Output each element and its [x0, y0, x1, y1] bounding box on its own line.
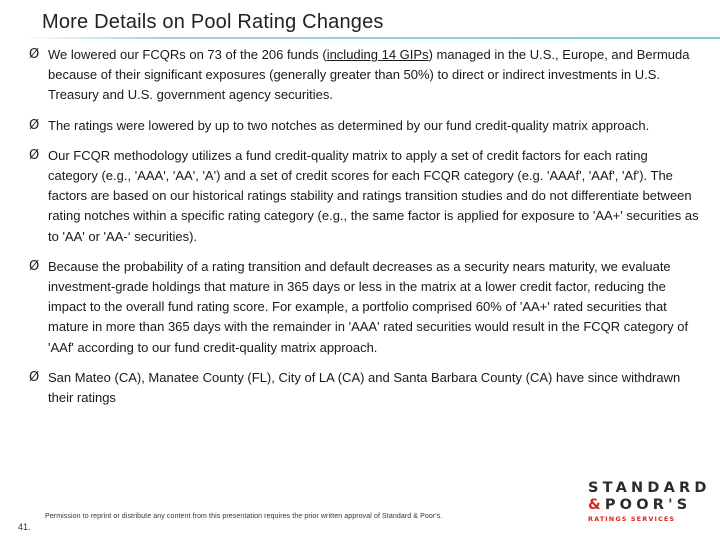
- page-number: 41.: [18, 522, 31, 532]
- bullet-text: Because the probability of a rating transition and default decreases as a security nears maturity, we evaluate investment-grade holdings that mature in 365 days or less in the matrix at a lower credit factor, reducing the impact to the overall fund rating score. For example, a portfolio comprised 60% of 'AA+' rated securities that mature in more than 365 days with the remainder in 'AAA' rated securities would result in the FCQR category of 'AAf' according to our fund credit-quality matrix approach.: [48, 258, 689, 355]
- bullet-item: [29, 45, 701, 106]
- copyright-note: Permission to reprint or distribute any content from this presentation requires the prior written approval of Standard & Poor's.: [45, 513, 443, 520]
- bullet-text: Our FCQR methodology utilizes a fund credit-quality matrix to apply a set of credit factors for each rating category (e.g., 'AAA', 'AA', 'A') and a set of credit scores for each FCQR category (e.g. 'AAAf', 'AAf', 'Af'). The factors are based on our historical ratings stability and ratings transition studies and do not differentiate between rating notches within a specific rating category (e.g., the same factor is applied for exposure to 'AA+' securities as to 'AA' or 'AA-‘ securities).: [48, 147, 699, 244]
- arrow-bullet-icon: Ø: [29, 258, 40, 274]
- bullet-item: [29, 257, 701, 358]
- logo-line-standard: STANDARD: [588, 480, 711, 496]
- arrow-bullet-icon: Ø: [29, 147, 40, 163]
- title-divider: [0, 37, 720, 39]
- logo-ampersand: &: [588, 497, 605, 513]
- bullet-text: San Mateo (CA), Manatee County (FL), City of LA (CA) and Santa Barbara County (CA) have since withdrawn their ratings: [48, 369, 681, 406]
- arrow-bullet-icon: Ø: [29, 369, 40, 385]
- arrow-bullet-icon: Ø: [29, 47, 40, 62]
- bullet-text: The ratings were lowered by up to two notches as determined by our fund credit-quality matrix approach.: [48, 117, 650, 133]
- bullet-text: ) managed in the U.S., Europe, and Bermuda because of their significant exposures (generally greater than 50%) to direct or indirect investments in U.S. Treasury and U.S. government agency securities.: [48, 47, 690, 103]
- underlined-text: including 14 GIPs: [326, 47, 429, 62]
- logo-tagline: RATINGS SERVICES: [588, 515, 676, 523]
- bullet-item: [29, 116, 701, 136]
- logo-line-poors: [588, 497, 708, 514]
- sp-logo: [588, 480, 711, 523]
- bullet-text: We lowered our FCQRs on 73 of the 206 funds (: [48, 47, 327, 62]
- logo-poors-text: POOR'S: [604, 497, 692, 513]
- bullet-item: [29, 146, 701, 247]
- bullet-list: [29, 45, 701, 418]
- arrow-bullet-icon: Ø: [29, 117, 40, 133]
- slide-title: More Details on Pool Rating Changes: [42, 11, 384, 33]
- bullet-item: [29, 368, 701, 408]
